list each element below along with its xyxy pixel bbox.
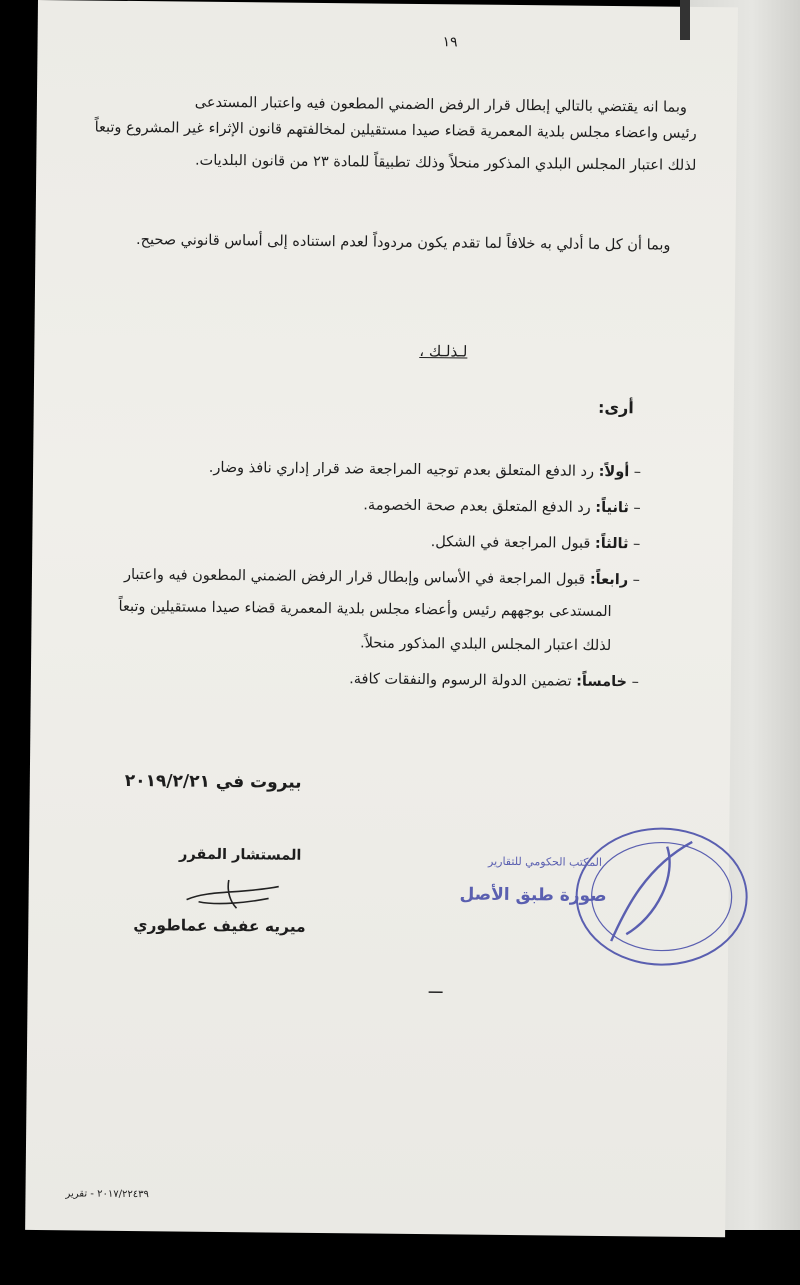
list-item [349,671,639,690]
list-item-label: رابعاً: [589,571,629,589]
signer-name: ميريه عفيف عماطوري [133,916,306,936]
reference-number: ٢٠١٧/٢٢٤٣٩ - تقرير [65,1188,149,1201]
list-dash: – [632,536,641,553]
list-dash: – [632,572,641,589]
list-item [124,567,640,588]
list-item [431,534,641,552]
date-line: بيروت في ٢٠١٩/٢/٢١ [124,770,302,793]
official-stamp [426,804,768,978]
heading-therefore: لـذلـك ، [419,342,468,361]
stamp-text-top: المكتب الحكومي للتقارير [487,854,603,869]
pen-mark [428,989,444,995]
list-item-label: خامساً: [576,673,628,691]
list-item-text: قبول المراجعة في الشكل. [430,534,591,552]
list-item-text: تضمين الدولة الرسوم والنفقات كافة. [349,671,572,690]
list-item-label: ثانياً: [595,499,629,517]
page-number: ١٩ [442,34,458,51]
list-item [363,497,641,516]
paragraph-line [94,115,696,147]
list-dash: – [633,464,642,481]
list-dash: – [631,674,639,691]
paragraph-line: وبما انه يقتضي بالتالي إبطال قرار الرفض الضمني المطعون فيه واعتبار المستدعى [194,94,687,116]
list-item-continuation: المستدعى بوجههم رئيس وأعضاء مجلس بلدية المعمرية قضاء صيدا مستقيلين وتبعاً [118,598,612,621]
list-item-label: ثالثاً: [594,535,629,553]
list-item-label: أولاً: [598,463,630,481]
paragraph-line-text: رئيس واعضاء مجلس بلدية المعمرية قضاء صيدا مستقيلين لمخالفتهم قانون الإثراء غير المشروع وتبعاً [94,119,697,142]
list-item-text: قبول المراجعة في الأساس وإبطال قرار الرفض الضمني المطعون فيه واعتبار [123,566,586,588]
page-edge [680,0,690,40]
list-item-continuation: لذلك اعتبار المجلس البلدي المذكور منحلاً. [359,635,612,655]
list-item [209,460,642,481]
paragraph-line: وبما أن كل ما أدلي به خلافاً لما تقدم يكون مردوداً لعدم استناده إلى أساس قانوني صحيح. [135,232,671,254]
list-item-text: رد الدفع المتعلق بعدم صحة الخصومة. [363,497,591,516]
list-item-text: رد الدفع المتعلق بعدم توجيه المراجعة ضد قرار إداري نافذ وضار. [208,459,595,480]
signature [178,872,288,913]
stamp-text-main: صورة طبق الأصل [459,884,607,907]
heading-opinion: أرى: [597,397,634,418]
paragraph-line: لذلك اعتبار المجلس البلدي المذكور منحلاً وذلك تطبيقاً للمادة ٢٣ من قانون البلديات. [194,152,697,174]
signer-role: المستشار المقرر [178,846,302,864]
document-page [25,0,738,1237]
list-dash: – [633,500,641,517]
